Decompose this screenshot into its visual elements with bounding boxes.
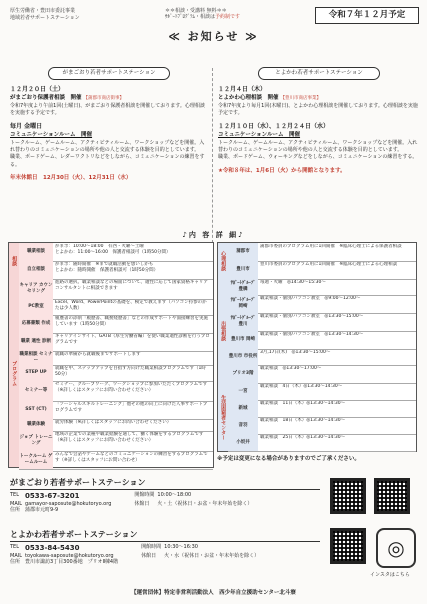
hours-label: 開館時間	[141, 544, 162, 550]
addr-value: 蒲郡市元町9-9	[25, 507, 59, 513]
hours-label: 開館時間	[134, 492, 155, 498]
program-label: 職業体験	[19, 419, 53, 431]
consult-description: 職業相談 11日（木）◎13:30～14:30～	[260, 401, 346, 406]
program-description: Excel、Word、PowerPointの基礎を、検定で教えます（パソコン持参のかたは少人数）	[55, 300, 207, 311]
place-label: ｻﾎﾟｰﾄｸﾞﾙｰﾌﾟ 豊橋	[228, 279, 258, 295]
place-label: 豊川市 市役所	[228, 349, 258, 365]
row-divider	[19, 469, 213, 470]
place-label: ｻﾎﾟｰﾄｸﾞﾙｰﾌﾟ 豊川	[228, 313, 258, 331]
row-divider	[228, 451, 416, 452]
gamagori-pill: がまごおり若者サポートステーション	[48, 67, 170, 80]
office-gamagori	[10, 478, 320, 513]
right-date-2: １２月１０日（水）、１２月２４日（水）	[218, 123, 330, 131]
place-label: 一宮	[228, 383, 258, 400]
program-label: キャリア カウンセリング	[19, 279, 53, 299]
closed-value: 火・土（祝休日・お盆・年末年始を除く）	[157, 500, 253, 507]
left-desc-3: 職業、ボードゲーム、レダーワクトリなどをしながら、コミュニケーションの練習をする。	[10, 154, 205, 168]
addr-label: 住所	[10, 559, 21, 565]
header-org	[10, 8, 160, 23]
note-line-1: ＊＊相談・受講料 無料＊＊	[165, 8, 227, 14]
left-desc-1: 令和7年度より午前1回(土曜日)、がまごおり保護者相談を開催しております。心理相談を実施する予定です。	[10, 102, 205, 116]
section-title: ♪内 容 詳 細♪	[182, 231, 245, 239]
left-desc-2: トークルーム、ゲームルーム、アクティビティルーム、ワークショップなどを開催。入れ替わりのコミュニケーションの場所や他の人と交流する体験を目的としています。	[10, 139, 205, 154]
program-description: 地域の企業での業種や職業経験を通して、働く体験をするプログラムです（※詳しくはスタッフにお問い合わせください）	[55, 432, 204, 443]
program-label: ジョブ トレーニング	[19, 431, 53, 451]
side-soudan: 相談	[9, 243, 19, 279]
closed-label: 休館日	[134, 500, 150, 507]
right-announcements	[218, 86, 418, 176]
program-label: STEP UP	[19, 365, 53, 381]
side-seikatsu: 生活困窮者センター	[218, 383, 228, 451]
office-name: とよかわ若者サポートステーション	[10, 530, 320, 542]
place-label: プリオ3階	[228, 365, 258, 383]
left-closed: 年末休館日 12月30日（火）、12月31日（水）	[10, 174, 132, 181]
closed-label: 休館日	[141, 552, 157, 559]
qr-code-toyokawa[interactable]	[374, 478, 410, 514]
side-shutchou: 出張相談	[218, 279, 228, 383]
program-description: 「ソーシャルスキルトレーニング」他その他の向上に向けた人事サポートプログラムです	[55, 402, 208, 413]
right-desc-1: 令和7年度より毎月1回(木曜日)、とよかわ心理相談を開催しております。心理相談を実施予定です。	[218, 102, 418, 116]
program-description: 就職を中、ステップアップを目指す方向けた職業相談プログラムです（1時50分）	[55, 366, 206, 377]
hours-value: 10:30～16:30	[164, 544, 198, 550]
place-label: 音羽	[228, 417, 258, 434]
program-description: 履歴書の添削「履歴書、職務経歴書」などの作成サポートや面接練習を実施しています（1時50分間）	[55, 316, 208, 327]
program-label: セミナー等	[19, 381, 53, 401]
left-event-1: がまごおり保護者相談 開催	[10, 94, 82, 101]
mail-label: MAIL	[10, 552, 22, 559]
consult-description: 職業相談 25日（木）◎13:30～14:30～	[260, 435, 346, 440]
consult-description: 毎週・火曜 ◎14:30～15:30～	[260, 280, 326, 285]
place-label: 豊川市	[228, 261, 258, 279]
left-event-2: コミュニケーションルーム 開催	[10, 131, 93, 138]
program-description: 就労体験（※詳しくはスタッフにお問い合わせください）	[55, 420, 172, 425]
insta-label: インスタはこちら	[370, 572, 410, 578]
left-announcements	[10, 86, 208, 183]
left-event-1-note: 【蒲郡市商店街事】	[83, 95, 125, 101]
consult-description: 職業相談・個別/パソコン教室 ◎9:00～12:00～	[260, 296, 361, 301]
right-event-2: コミュニケーションルーム 開催	[218, 131, 301, 138]
consult-description: 蒲郡市委員のプログラム用に1回開催 ※臨床心理士による保護者相談	[260, 244, 402, 249]
tel-number[interactable]: 0533-67-3201	[25, 492, 80, 500]
closed-value: 火・水（祝休日・お盆・年末年始を除く）	[164, 552, 260, 559]
right-desc-3: 職業、ボードゲーム、ウォーキングなどをしながら、コミュニケーションの練習をする。	[218, 154, 418, 161]
place-label: 新城	[228, 400, 258, 417]
mail-label: MAIL	[10, 500, 22, 507]
qr-code-3[interactable]	[330, 528, 366, 564]
instagram-icon[interactable]: ◎	[376, 528, 416, 568]
tel-label: TEL	[10, 492, 19, 498]
side-shinri: 心理相談	[218, 243, 228, 279]
program-label: PC教室	[19, 299, 53, 315]
place-label: 蒲郡市	[228, 243, 258, 261]
left-date-1: １２月２０日（土）	[10, 86, 65, 93]
right-date-1: １２月４日（木）	[218, 86, 267, 93]
place-label: 小坂井	[228, 434, 258, 451]
side-program: プログラム	[9, 279, 19, 467]
footnote: ※予定は変更になる場合がありますのでご了承ください。	[217, 456, 360, 462]
office-toyokawa	[10, 530, 320, 565]
program-description: みんなで会話やゲームなどのコミュニケーションの練習をするプログラムです（※詳しくはスタッフにお問い合わせ）	[55, 452, 208, 463]
addr-value: 豊川市諏訪3丁目300番地 プリオⅡ棟4階	[25, 559, 119, 565]
consult-description: 職業相談 ◎13:30～17:00～	[260, 366, 322, 371]
consult-description: 豊川市委員のプログラム用に1回開催 ※臨床心理士による心理相談	[260, 262, 398, 267]
place-label: ｻﾎﾟｰﾄｸﾞﾙｰﾌﾟ 岡崎	[228, 295, 258, 313]
mail-address[interactable]: toyokawa-saposute@hokutoryo.org	[25, 552, 114, 559]
office-name: がまごおり若者サポートステーション	[10, 478, 320, 490]
header-note	[165, 8, 305, 21]
left-program-table	[8, 242, 214, 468]
program-label: SST (CT)	[19, 401, 53, 419]
tel-label: TEL	[10, 544, 19, 550]
right-consult-table	[217, 242, 417, 452]
program-description: がまポ：随時開催 ※まで就職活動を想いしかも とよかわ：随時開催 保護者相談可（1時50分間）	[55, 262, 159, 273]
program-label: 職業 適性 診断	[19, 333, 53, 351]
program-description: がまポ：10:00～18:00 有西・火曜～土曜 とよかわ：11:00～16:00 保護者相談可（1時50分間）	[55, 244, 171, 255]
left-date-2: 毎月 金曜日	[10, 123, 43, 131]
addr-label: 住所	[10, 507, 21, 513]
program-description: 就職の準備から就職後までサポートします	[55, 352, 141, 357]
org-line-1: 厚生労働省・豊田市委託事業	[10, 8, 76, 14]
right-closed: ★令和８年は、1月6日（火）から開館となります。	[218, 167, 346, 174]
program-label: 職業相談 セミナー	[19, 352, 53, 363]
page-title: ≪ お知らせ ≫	[168, 30, 259, 43]
column-divider	[212, 68, 213, 248]
program-description: セミナー、グループワーク、ワークショップに参加いただくプログラムです（※詳しくはスタッフにお問い合わせください）	[55, 382, 208, 393]
program-label: 職業相談	[19, 243, 53, 261]
consult-description: 職業相談・個別/パソコン教室 ◎13:30～14:30～	[260, 332, 364, 337]
consult-description: 職業相談・個別/パソコン教室 ◎13:30～15:00～	[260, 314, 364, 319]
place-label: 豊川市 岡崎	[228, 331, 258, 349]
mail-address[interactable]: gamayor-saposute@hokutoryo.org	[25, 500, 112, 507]
program-description: キャリアインサイト、GATB（厚生労働省編）を使い職業適性診断を行うプログラムです	[55, 334, 210, 345]
note-line-2a: ｻﾎﾟｰﾄﾌﾟﾛｸﾞﾗﾑ・相談は	[165, 14, 216, 21]
consult-description: 職業相談 18日（木）◎13:30～14:30～	[260, 418, 346, 423]
org-line-2: 地域若者サポートステーション	[10, 15, 80, 22]
note-line-2b: 予約制です	[215, 14, 241, 21]
right-event-1: とよかわ心理相談 開催	[218, 94, 279, 101]
program-description: 進路の選択、職業相談などの場面について、適性に応じて国家資格キャリアコンサルタントに相談できます	[55, 280, 208, 291]
right-event-1-note: 【豊川市商店事業】	[280, 95, 322, 101]
consult-description: 3月,17日(木) ◎13:30～15:00～	[260, 350, 331, 355]
toyokawa-pill: とよかわ若者サポートステーション	[258, 67, 380, 80]
hours-value: 10:00～18:00	[157, 492, 192, 498]
consult-description: 職業相談 4日（木）◎13:30～14:30～	[260, 384, 343, 389]
footer-operator: 【運営団体】特定非営利活動法人 西少年自立援助センター北斗寮	[131, 590, 296, 596]
tel-number[interactable]: 0533-84-5430	[25, 544, 80, 552]
program-label: トークルーム ゲームルーム	[19, 451, 53, 469]
qr-code-gamagori[interactable]	[330, 478, 366, 514]
program-label: 応募書類 作成	[19, 315, 53, 333]
program-label: 自立相談	[19, 261, 53, 279]
right-desc-2: トークルーム、ゲームルーム、アクティビティルーム、ワークショップなどを開催。入れ替わりのコミュニケーションの場所や他の人と交流する体験を目的としています。	[218, 139, 418, 154]
issue-badge: 令和７年１２月予定	[315, 7, 419, 24]
